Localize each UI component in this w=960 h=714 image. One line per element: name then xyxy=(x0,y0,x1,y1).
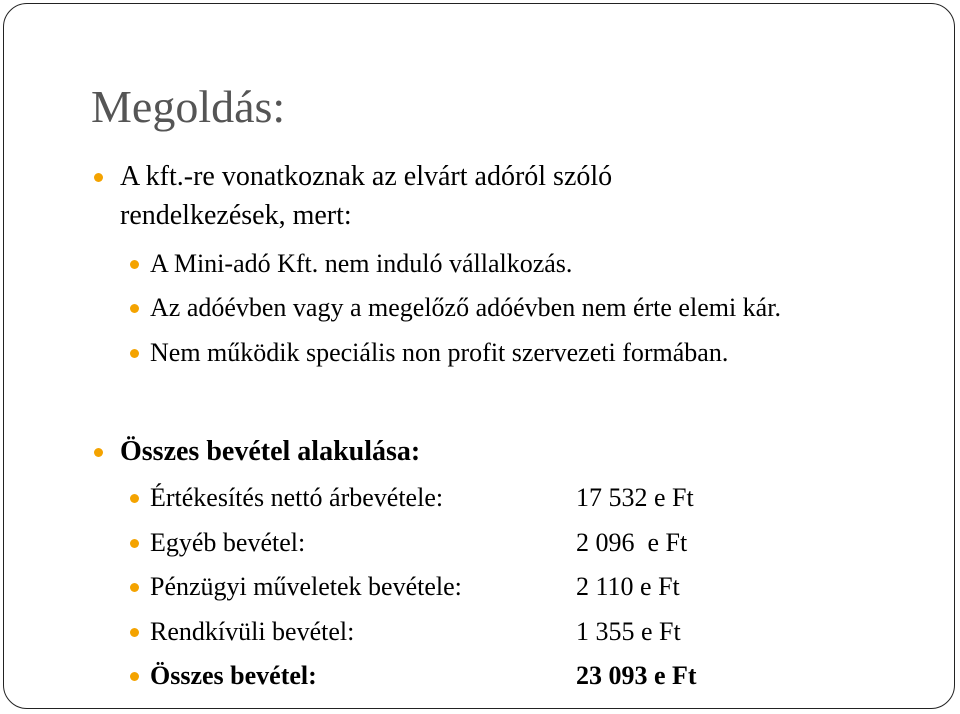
revenue-total-value: 23 093 e Ft xyxy=(576,661,697,690)
bullet-icon xyxy=(130,494,139,503)
revenue-total-label: Összes bevétel: xyxy=(150,661,317,690)
section1-item: Az adóévben vagy a megelőző adóévben nem érte elemi kár. xyxy=(150,293,781,322)
bullet-icon xyxy=(130,628,139,637)
bullet-icon xyxy=(130,349,139,358)
bullet-icon xyxy=(94,173,103,182)
bullet-icon xyxy=(130,583,139,592)
section2-heading: Összes bevétel alakulása: xyxy=(120,436,421,467)
section1-item: Nem működik speciális non profit szervezeti formában. xyxy=(150,338,729,367)
revenue-row-value: 17 532 e Ft xyxy=(576,483,694,512)
section1-heading-line1: A kft.-re vonatkoznak az elvárt adóról szóló xyxy=(120,161,613,192)
revenue-row-value: 2 096 e Ft xyxy=(576,528,688,557)
slide-title: Megoldás: xyxy=(91,81,286,132)
revenue-row-value: 2 110 e Ft xyxy=(576,572,680,601)
bullet-icon xyxy=(130,672,139,681)
revenue-row-label: Értékesítés nettó árbevétele: xyxy=(150,483,444,512)
bullet-icon xyxy=(130,260,139,269)
slide xyxy=(3,3,955,709)
revenue-row-label: Pénzügyi műveletek bevétele: xyxy=(150,572,462,601)
bullet-icon xyxy=(130,539,139,548)
bullet-icon xyxy=(130,304,139,313)
bullet-icon xyxy=(94,448,103,457)
revenue-row-value: 1 355 e Ft xyxy=(576,617,681,646)
section1-item: A Mini-adó Kft. nem induló vállalkozás. xyxy=(150,249,573,278)
revenue-row-label: Egyéb bevétel: xyxy=(150,528,306,557)
revenue-row-label: Rendkívüli bevétel: xyxy=(150,617,355,646)
section1-heading-line2: rendelkezések, mert: xyxy=(120,200,352,231)
